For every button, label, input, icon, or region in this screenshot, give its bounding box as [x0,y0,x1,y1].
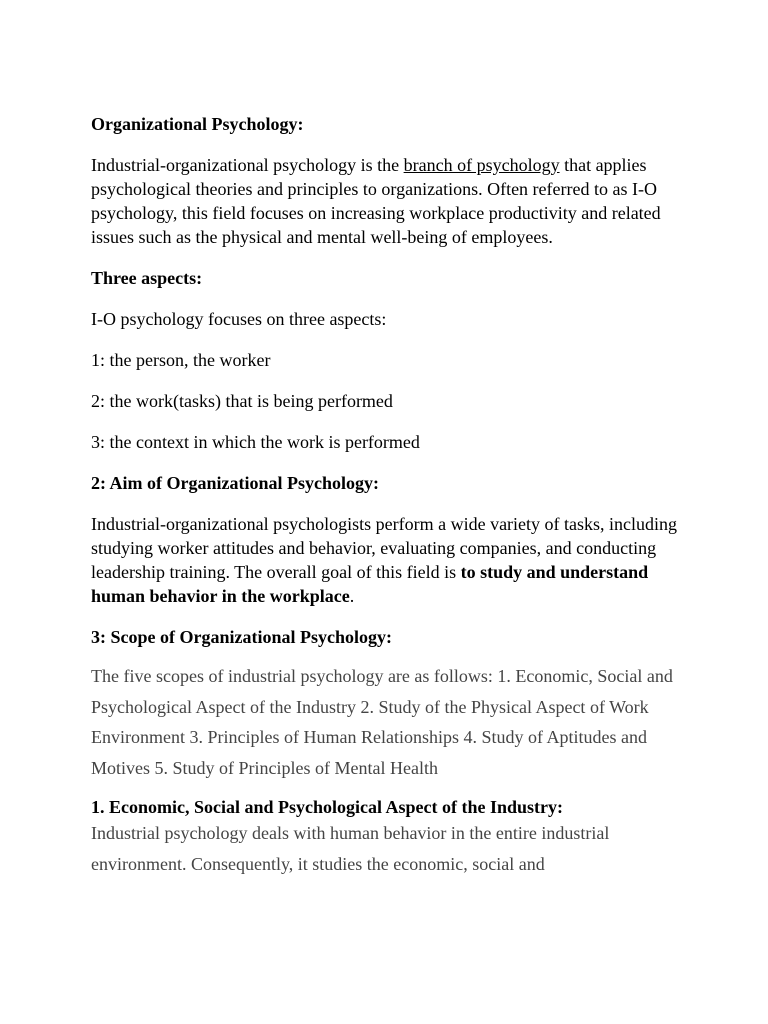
aspect-item-3: 3: the context in which the work is performed [91,432,420,452]
intro-text-end: that applies psychological theories and principles to organizations. Often referred to as I-O psychology, this field focuses on increasing workplace productivity and related issues such as the physical and mental well-being of employees. [91,155,661,247]
economic-heading: 1. Economic, Social and Psychological Aspect of the Industry: [91,797,564,817]
scope-heading: 3: Scope of Organizational Psychology: [91,627,392,647]
three-aspects-heading: Three aspects: [91,268,203,288]
branch-of-psychology-link[interactable]: branch of psychology [403,155,560,175]
aim-bold-text: to study and understand human behavior in the workplace [91,562,649,606]
intro-text-start: Industrial-organizational psychology is the [91,155,404,175]
aspect-item-2: 2: the work(tasks) that is being performed [91,391,393,411]
scope-paragraph: The five scopes of industrial psychology are as follows: 1. Economic, Social and Psychological Aspect of the Industry 2. Study of the Physical Aspect of Work Environment 3. Principles of Human Relationships 4. Study of Aptitudes and Motives 5. Study of Principles of Mental Health [91,666,673,778]
aim-text: Industrial-organizational psychologists perform a wide variety of tasks, including studying worker attitudes and behavior, evaluating companies, and conducting leadership training. The overall goal of this field is [91,514,678,582]
document-title: Organizational Psychology: [91,114,304,134]
aspects-intro: I-O psychology focuses on three aspects: [91,309,387,329]
aim-end-punctuation: . [349,586,355,606]
aspect-item-1: 1: the person, the worker [91,350,271,370]
aim-paragraph [91,512,691,608]
economic-paragraph: Industrial psychology deals with human behavior in the entire industrial environment. Consequently, it studies the economic, social and [91,823,610,874]
intro-paragraph [91,153,691,249]
document-page [91,112,691,879]
aim-heading: 2: Aim of Organizational Psychology: [91,473,379,493]
